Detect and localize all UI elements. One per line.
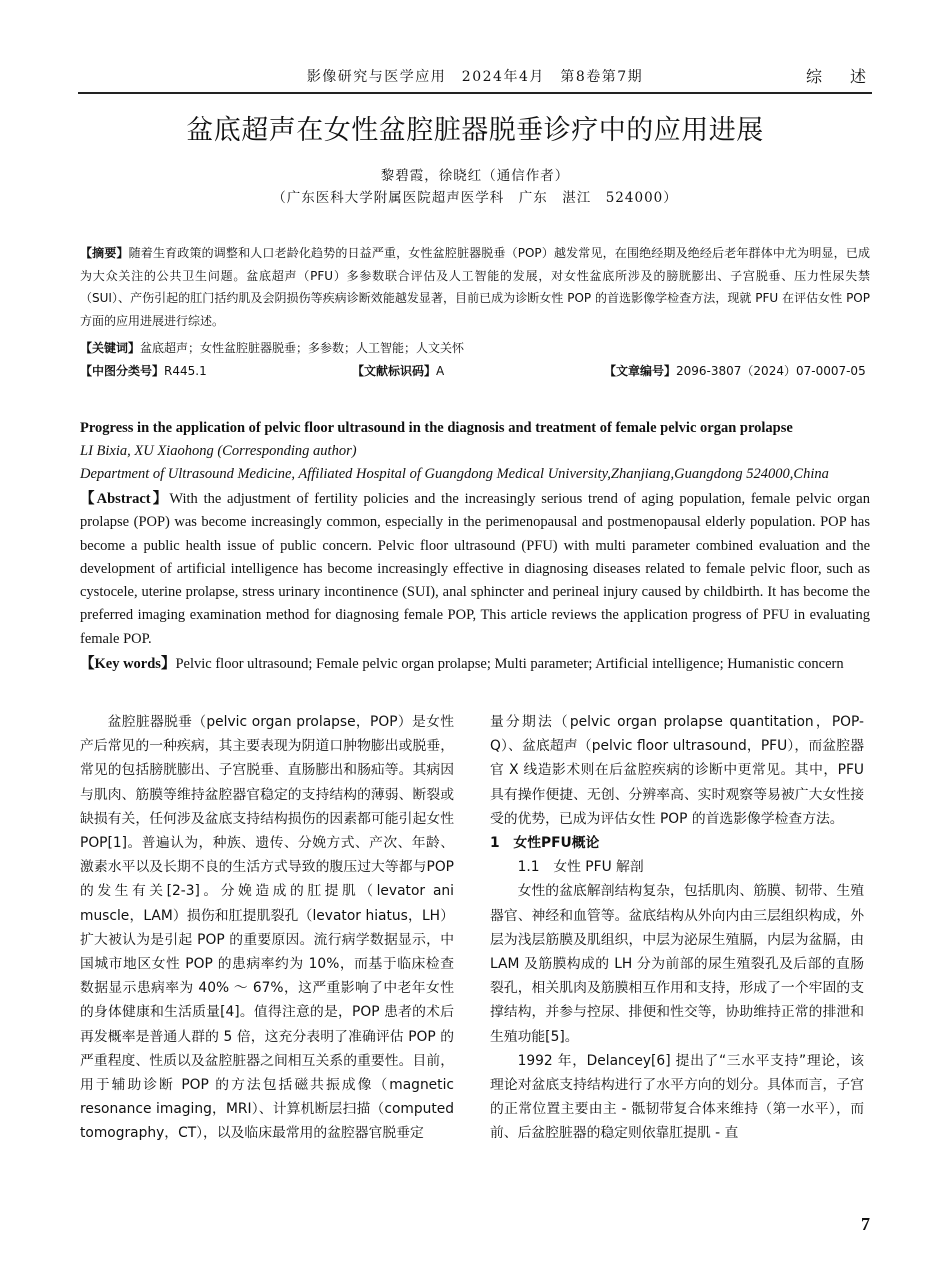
- clc-label: 【中图分类号】: [80, 364, 165, 378]
- clc-value: R445.1: [164, 364, 207, 378]
- english-authors: LI Bixia, XU Xiaohong (Corresponding author): [80, 443, 357, 459]
- document-code: [352, 362, 444, 379]
- abstract-cn-label: 【摘要】: [80, 246, 129, 260]
- english-keywords-label: 【Key words】: [80, 656, 176, 672]
- keywords-cn-label: 【关键词】: [80, 341, 141, 355]
- english-keywords-text: Pelvic floor ultrasound; Female pelvic organ prolapse; Multi parameter; Artificial intelligence; Humanistic concern: [175, 656, 844, 672]
- clc-code: [80, 362, 207, 379]
- keywords-cn: [80, 339, 870, 356]
- body-left-column: [80, 710, 454, 1146]
- body-right-column: [490, 710, 864, 1146]
- keywords-cn-text: 盆底超声；女性盆腔脏器脱垂；多参数；人工智能；人文关怀: [140, 341, 465, 355]
- article-title: 盆底超声在女性盆腔脏器脱垂诊疗中的应用进展: [186, 115, 764, 146]
- running-header: [78, 64, 872, 94]
- journal-info: 影像研究与医学应用 2024年4月 第8卷第7期: [306, 69, 644, 85]
- abstract-cn-text: 随着生育政策的调整和人口老龄化趋势的日益严重，女性盆腔脏器脱垂（POP）越发常见，在围绝经期及绝经后老年群体中尤为明显，已成为大众关注的公共卫生问题。盆底超声（PFU）多参数联合评估及人工智能的发展，对女性盆底所涉及的膀胱膨出、子宫脱垂、压力性尿失禁（SUI）、产伤引起的肛门括约肌及会阴损伤等疾病诊断效能越发显著，目前已成为诊断女性 POP 的首选影像学检查方法，现就 PFU 在评估女性 POP 方面的应用进展进行综述。: [80, 246, 870, 328]
- section-heading: 1 女性PFU概论: [490, 835, 600, 852]
- doc-label: 【文献标识码】: [352, 364, 437, 378]
- article-number: [604, 362, 866, 379]
- article-number-label: 【文章编号】: [604, 364, 677, 378]
- article-number-value: 2096-3807（2024）07-0007-05: [676, 364, 866, 378]
- abstract-cn: [80, 242, 870, 332]
- english-abstract-label: 【Abstract】: [80, 491, 170, 507]
- page-number: 7: [861, 1214, 870, 1234]
- english-abstract: [80, 488, 870, 651]
- body-paragraph: 量分期法（pelvic organ prolapse quantitation，POP-Q）、盆底超声（pelvic floor ultrasound，PFU），而盆腔器官 X 线造影术则在后盆腔疾病的诊断中更常见。其中，PFU 具有操作便捷、无创、分辨率高、实时观察等易被广大女性接受的优势，已成为评估女性 POP 的首选影像学检查方法。: [490, 714, 864, 827]
- body-paragraph: 1992 年，Delancey[6] 提出了“三水平支持”理论，该理论对盆底支持结构进行了水平方向的划分。具体而言，子宫的正常位置主要由主 - 骶韧带复合体来维持（第一水平），而前、后盆腔脏器的稳定则依靠肛提肌 - 直: [490, 1052, 864, 1142]
- section-label: 综 述: [805, 67, 872, 86]
- english-keywords: [80, 652, 870, 673]
- body-paragraph: 女性的盆底解剖结构复杂，包括肌肉、筋膜、韧带、生殖器官、神经和血管等。盆底结构从外向内由三层组织构成，外层为浅层筋膜及肌组织，中层为泌尿生殖膈，内层为盆膈，由 LAM 及筋膜构成的 LH 分为前部的尿生殖裂孔及后部的直肠裂孔，相关肌肉及筋膜相互作用和支持，形成了一个牢固的支撑结构，并参与控尿、排便和性交等，协助维持正常的排泄和生殖功能[5]。: [490, 883, 864, 1045]
- subsection-heading: 1.1 女性 PFU 解剖: [517, 859, 644, 876]
- english-title: Progress in the application of pelvic floor ultrasound in the diagnosis and treatment of female pelvic organ prolapse: [80, 420, 793, 436]
- english-department: Department of Ultrasound Medicine, Affiliated Hospital of Guangdong Medical University,Zhanjiang,Guangdong 524000,China: [80, 466, 829, 482]
- article-affiliation: （广东医科大学附属医院超声医学科 广东 湛江 524000）: [272, 190, 678, 206]
- body-paragraph: 盆腔脏器脱垂（pelvic organ prolapse，POP）是女性产后常见的一种疾病，其主要表现为阴道口肿物膨出或脱垂，常见的包括膀胱膨出、子宫脱垂、直肠膨出和肠疝等。其病因与肌肉、筋膜等维持盆腔器官稳定的支持结构的薄弱、断裂或缺损有关，任何涉及盆底支持结构损伤的因素都可能引起女性 POP[1]。普遍认为，种族、遗传、分娩方式、产次、年龄、激素水平以及长期不良的生活方式导致的腹压过大等都与POP的发生有关[2-3]。分娩造成的肛提肌（levator ani muscle，LAM）损伤和肛提肌裂孔（levator hiatus，LH）扩大被认为是引起 POP 的重要原因。流行病学数据显示，中国城市地区女性 POP 的患病率约为 10%，而基于临床检查数据显示患病率为 40% ～ 67%，这严重影响了中老年女性的身体健康和生活质量[4]。值得注意的是，POP 患者的术后再发概率是普通人群的 5 倍，这充分表明了准确评估 POP 的严重程度、性质以及盆腔脏器之间相互关系的重要性。目前，用于辅助诊断 POP 的方法包括磁共振成像（magnetic resonance imaging，MRI）、计算机断层扫描（computed tomography，CT），以及临床最常用的盆腔器官脱垂定: [80, 714, 454, 1142]
- doc-value: A: [436, 364, 445, 378]
- article-authors: 黎碧霞，徐晓红（通信作者）: [380, 168, 570, 184]
- english-abstract-text: With the adjustment of fertility policies and the increasingly serious trend of aging population, female pelvic organ prolapse (POP) was become increasingly common, especially in the perimenopausal and postmenopausal elderly population. POP has become a public health issue of public concern. Pelvic floor ultrasound (PFU) with multi parameter combined evaluation and the development of artificial intelligence has become increasingly effective in diagnosing diseases related to female pelvic floor, such as cystocele, uterine prolapse, stress urinary incontinence (SUI), anal sphincter and perineal injury caused by childbirth. It has become the preferred imaging examination method for diagnosing female POP, This article reviews the application progress of PFU in evaluating female POP.: [80, 491, 870, 647]
